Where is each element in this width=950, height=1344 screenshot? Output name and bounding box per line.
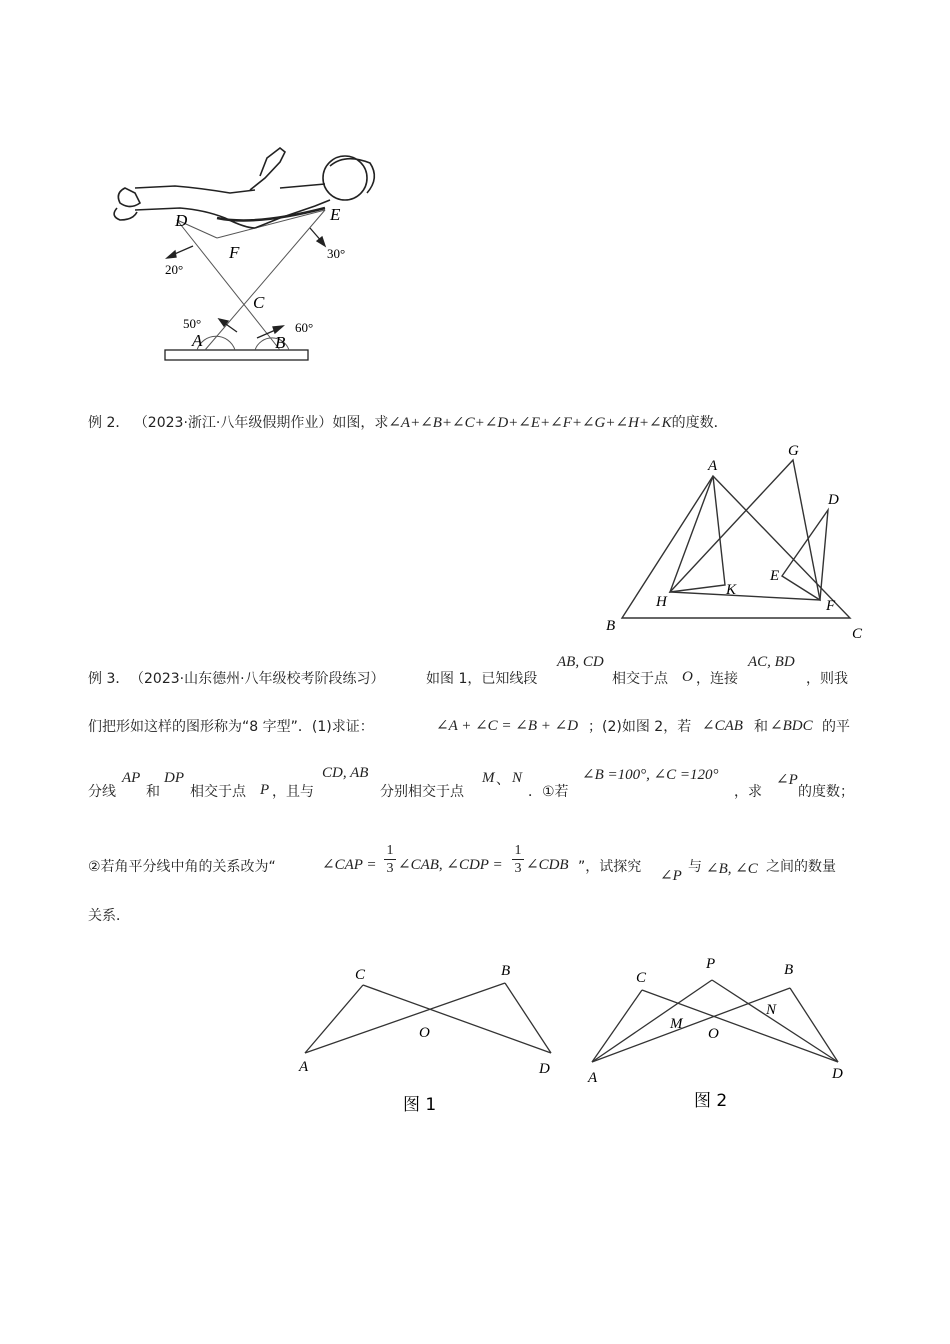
ex3-l4-frac1 bbox=[384, 842, 396, 877]
angle-30: 30° bbox=[327, 246, 346, 261]
ex2-label-B: B bbox=[606, 618, 616, 634]
ex3-l3-t8: ，求 bbox=[734, 784, 762, 800]
ex3-l3-t2: 和 bbox=[146, 784, 160, 800]
ex3-l1-t1: 如图 1，已知线段 bbox=[426, 671, 538, 687]
example2-label: 例 2． bbox=[88, 415, 130, 431]
frac2-num: 1 bbox=[512, 842, 524, 860]
label-E: E bbox=[330, 205, 341, 224]
frac2-den: 3 bbox=[514, 861, 522, 876]
ex2-label-G: G bbox=[788, 443, 799, 459]
figure1 bbox=[295, 955, 565, 1115]
fig1-label-O: O bbox=[419, 1025, 430, 1041]
ex3-l4-s2: ∠B, ∠C bbox=[706, 861, 758, 877]
ex3-l3-t9: 的度数； bbox=[798, 784, 854, 800]
ex3-l4-t3: 与 bbox=[688, 859, 702, 875]
figure2 bbox=[580, 950, 860, 1110]
ex3-l1-seg1: AB, CD bbox=[557, 654, 604, 670]
fig1-label-A: A bbox=[299, 1059, 309, 1075]
fig2-label-N: N bbox=[766, 1002, 777, 1018]
ex3-l1-t4: ，则我 bbox=[806, 671, 848, 687]
ex3-l1-t3: ，连接 bbox=[696, 671, 738, 687]
angle-60: 60° bbox=[295, 320, 314, 335]
ex2-label-C: C bbox=[852, 626, 863, 642]
angle-50: 50° bbox=[183, 316, 202, 331]
fig2-label-M: M bbox=[670, 1016, 683, 1032]
ex3-l2-t4: 的平 bbox=[822, 719, 850, 735]
ex3-l3-t4: ，且与 bbox=[272, 784, 314, 800]
ex3-l2-eq: ∠A + ∠C = ∠B + ∠D bbox=[436, 718, 579, 734]
ex3-l3-s3: CD, AB bbox=[322, 765, 369, 781]
ex2-label-A: A bbox=[708, 458, 718, 474]
ex3-l4-s1: ∠P bbox=[660, 868, 682, 884]
ex2-label-K: K bbox=[726, 582, 737, 598]
fig2-label-A: A bbox=[588, 1070, 598, 1086]
ex3-l4-e1: ∠CAP = bbox=[322, 857, 377, 873]
ex3-l4-t1: ②若角平分线中角的关系改为“ bbox=[88, 859, 276, 875]
ex3-l3-t5: 分别相交于点 bbox=[380, 784, 464, 800]
frac1-den: 3 bbox=[386, 861, 394, 876]
ex3-l3-t6: 、 bbox=[496, 772, 510, 788]
mirror-figure bbox=[105, 148, 395, 368]
ex3-l4-e3: ∠CDB bbox=[526, 857, 569, 873]
fig2-label-D: D bbox=[832, 1066, 843, 1082]
ex3-l1-pt: O bbox=[682, 669, 693, 685]
ex3-label: 例 3． bbox=[88, 671, 130, 687]
frac1-num: 1 bbox=[384, 842, 396, 860]
fig2-caption: 图 2 bbox=[694, 1091, 728, 1111]
example2-figure bbox=[600, 440, 870, 640]
example2-text-before: 如图，求 bbox=[332, 415, 389, 431]
ground-bar bbox=[165, 350, 308, 360]
ex3-l1-t2: 相交于点 bbox=[612, 671, 668, 687]
ex3-l3-t7: ．①若 bbox=[528, 784, 569, 800]
ex3-l3-s5: N bbox=[512, 770, 523, 786]
angle-20: 20° bbox=[165, 262, 184, 277]
ex2-label-E: E bbox=[770, 568, 780, 584]
ex2-label-D: D bbox=[828, 492, 839, 508]
label-F: F bbox=[229, 243, 240, 262]
ex3-l3-s2: DP bbox=[164, 770, 184, 786]
example2-expression: ∠A+∠B+∠C+∠D+∠E+∠F+∠G+∠H+∠K bbox=[388, 415, 672, 431]
ex3-l4-e2: ∠CAB, ∠CDP = bbox=[398, 857, 503, 873]
ex3-l1-seg2: AC, BD bbox=[748, 654, 795, 670]
label-B: B bbox=[275, 333, 286, 352]
fig1-caption: 图 1 bbox=[403, 1095, 437, 1115]
ex3-l3-pt: P bbox=[260, 782, 270, 798]
label-A: A bbox=[192, 331, 203, 350]
ex2-label-F: F bbox=[826, 598, 836, 614]
ex3-l2-t1: 们把形如这样的图形称为“8 字型”．(1)求证： bbox=[88, 719, 374, 735]
ex2-label-H: H bbox=[656, 594, 667, 610]
example2-source: （2023·浙江·八年级假期作业） bbox=[133, 415, 333, 431]
fig2-label-P: P bbox=[706, 956, 716, 972]
ex3-l3-t1: 分线 bbox=[88, 784, 116, 800]
ex3-l4-t4: 之间的数量 bbox=[766, 859, 836, 875]
fig1-label-B: B bbox=[501, 963, 511, 979]
example2-line bbox=[88, 413, 728, 433]
ex3-l2-a2: ∠BDC bbox=[770, 718, 813, 734]
fig1-label-D: D bbox=[539, 1061, 550, 1077]
ex3-l3-s6: ∠P bbox=[776, 772, 798, 788]
ex3-l3-s4: M bbox=[482, 770, 495, 786]
fig2-label-O: O bbox=[708, 1026, 719, 1042]
fig2-label-B: B bbox=[784, 962, 794, 978]
ex3-l3-s1: AP bbox=[122, 770, 141, 786]
ex3-l4-frac2 bbox=[512, 842, 524, 877]
label-C: C bbox=[253, 293, 265, 312]
ex3-l2-t3: 和 bbox=[754, 719, 768, 735]
ex3-l4-t2: ”，试探究 bbox=[578, 859, 642, 875]
ex3-l2-a1: ∠CAB bbox=[702, 718, 743, 734]
label-D: D bbox=[175, 211, 188, 230]
ex3-l3-t3: 相交于点 bbox=[190, 784, 246, 800]
example2-text-after: 的度数． bbox=[671, 415, 728, 431]
ex3-source: （2023·山东德州·八年级校考阶段练习） bbox=[130, 671, 385, 687]
ex3-l5: 关系． bbox=[88, 908, 130, 924]
fig1-label-C: C bbox=[355, 967, 366, 983]
ex3-l2-t2: ；(2)如图 2，若 bbox=[588, 719, 692, 735]
fig2-label-C: C bbox=[636, 970, 647, 986]
ex3-l3-cond: ∠B =100°, ∠C =120° bbox=[582, 767, 719, 783]
